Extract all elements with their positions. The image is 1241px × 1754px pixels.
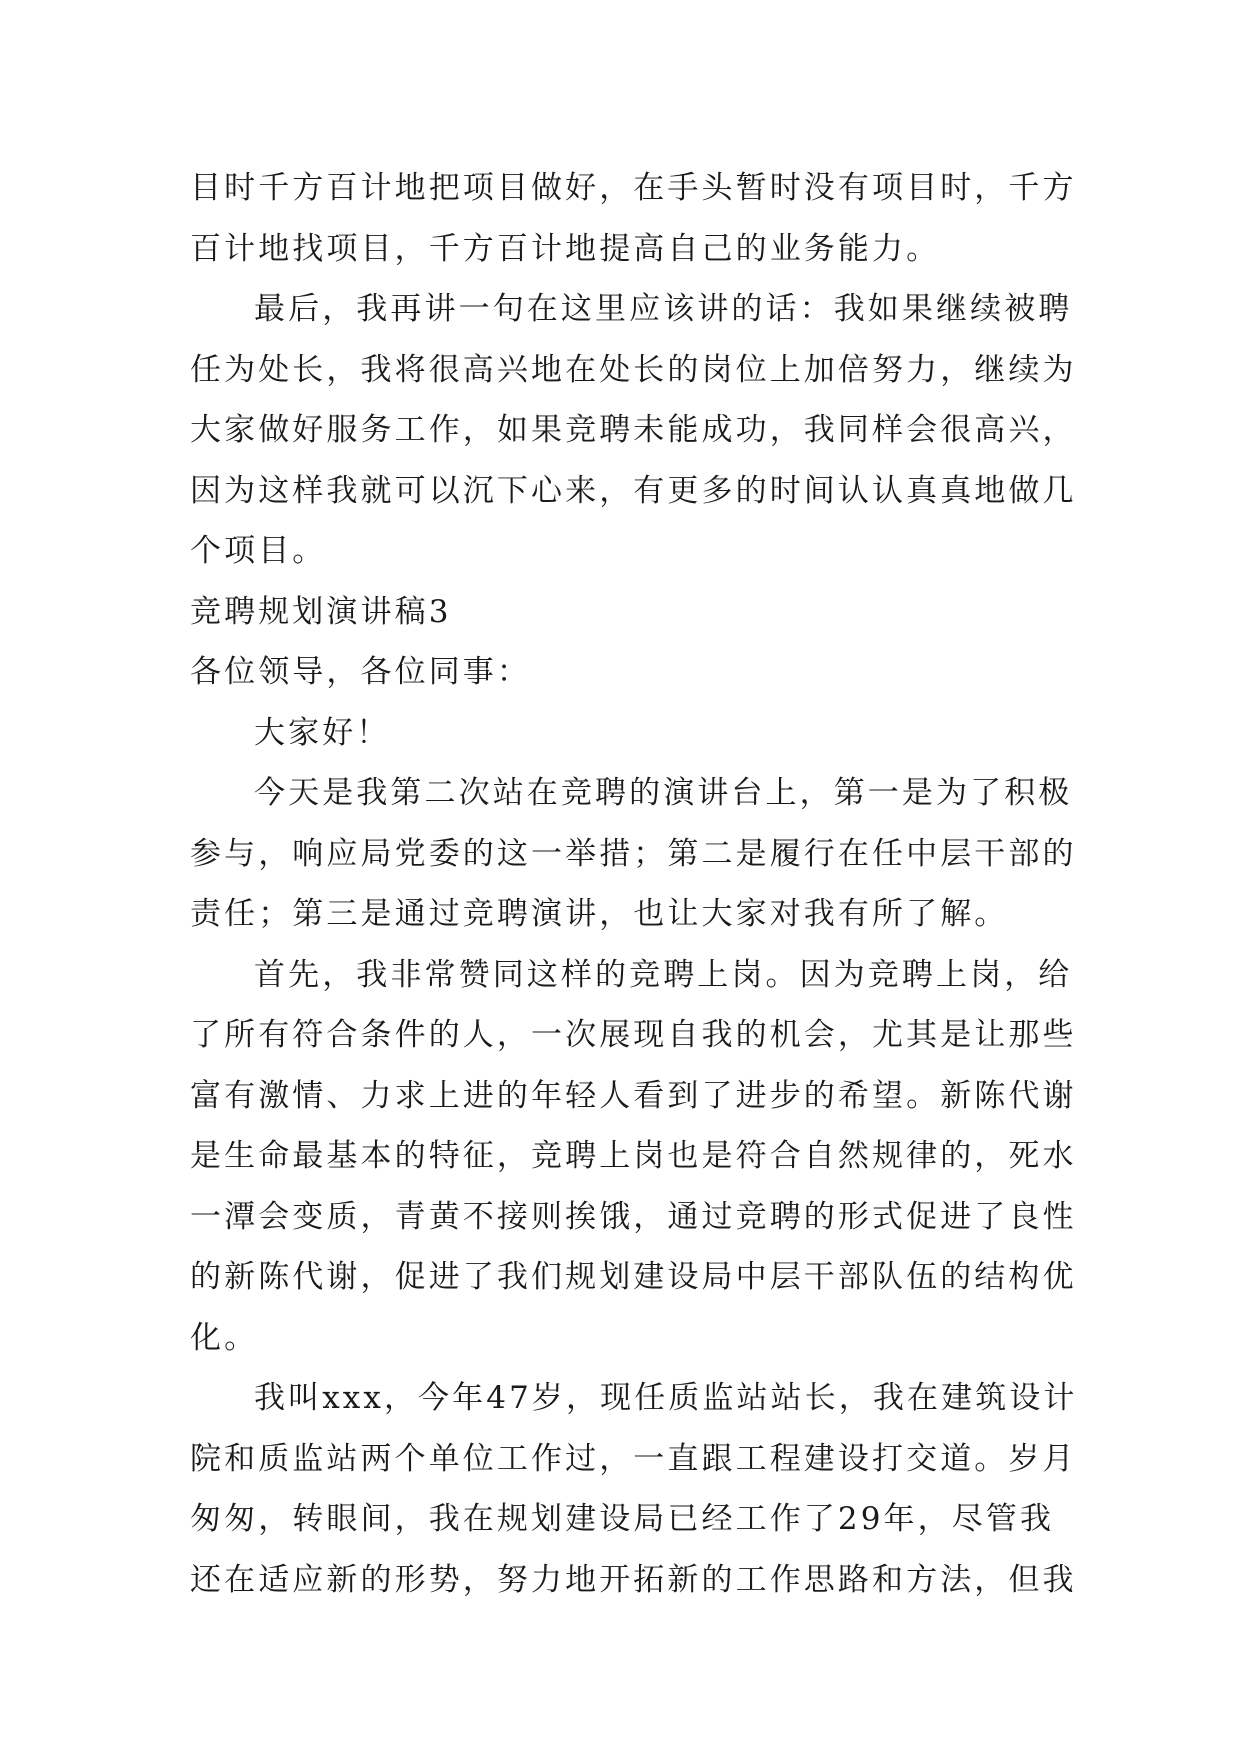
salutation: 各位领导，各位同事： — [190, 654, 531, 690]
text-line: 今天是我第二次站在竞聘的演讲台上，第一是为了积极 — [254, 775, 1073, 811]
document-body — [190, 158, 1078, 1610]
text-line: 任为处长，我将很高兴地在处长的岗位上加倍努力，继续为 — [190, 351, 1077, 388]
text-line: 目时千方百计地把项目做好，在手头暂时没有项目时，千方 — [190, 170, 1077, 206]
text-line: 了所有符合条件的人，一次展现自我的机会，尤其是让那些 — [190, 1017, 1077, 1053]
section-title: 竞聘规划演讲稿3 — [190, 593, 452, 630]
text-line: 一潭会变质，青黄不接则挨饿，通过竞聘的形式促进了良性 — [190, 1198, 1077, 1235]
greeting: 大家好！ — [254, 714, 391, 751]
text-line: 大家做好服务工作，如果竞聘未能成功，我同样会很高兴， — [190, 412, 1077, 448]
text-line: 匆匆，转眼间，我在规划建设局已经工作了29年，尽管我 — [190, 1501, 1055, 1537]
text-line: 我叫xxx，今年47岁，现任质监站站长，我在建筑设计 — [254, 1380, 1078, 1416]
text-line: 化。 — [190, 1319, 259, 1356]
text-line: 富有激情、力求上进的年轻人看到了进步的希望。新陈代谢 — [190, 1077, 1077, 1114]
text-line: 个项目。 — [190, 533, 327, 569]
text-line: 因为这样我就可以沉下心来，有更多的时间认认真真地做几 — [190, 472, 1077, 509]
text-line: 最后，我再讲一句在这里应该讲的话：我如果继续被聘 — [254, 291, 1073, 327]
text-line: 百计地找项目，千方百计地提高自己的业务能力。 — [190, 230, 941, 267]
text-line: 参与，响应局党委的这一举措；第二是履行在任中层干部的 — [190, 835, 1077, 872]
text-line: 是生命最基本的特征，竞聘上岗也是符合自然规律的，死水 — [190, 1138, 1077, 1174]
text-line: 的新陈代谢，促进了我们规划建设局中层干部队伍的结构优 — [190, 1259, 1077, 1295]
text-line: 院和质监站两个单位工作过，一直跟工程建设打交道。岁月 — [190, 1440, 1077, 1477]
text-line: 责任；第三是通过竞聘演讲，也让大家对我有所了解。 — [190, 896, 1009, 932]
text-line: 首先，我非常赞同这样的竞聘上岗。因为竞聘上岗，给 — [254, 956, 1073, 993]
text-line: 还在适应新的形势，努力地开拓新的工作思路和方法，但我 — [190, 1561, 1077, 1598]
